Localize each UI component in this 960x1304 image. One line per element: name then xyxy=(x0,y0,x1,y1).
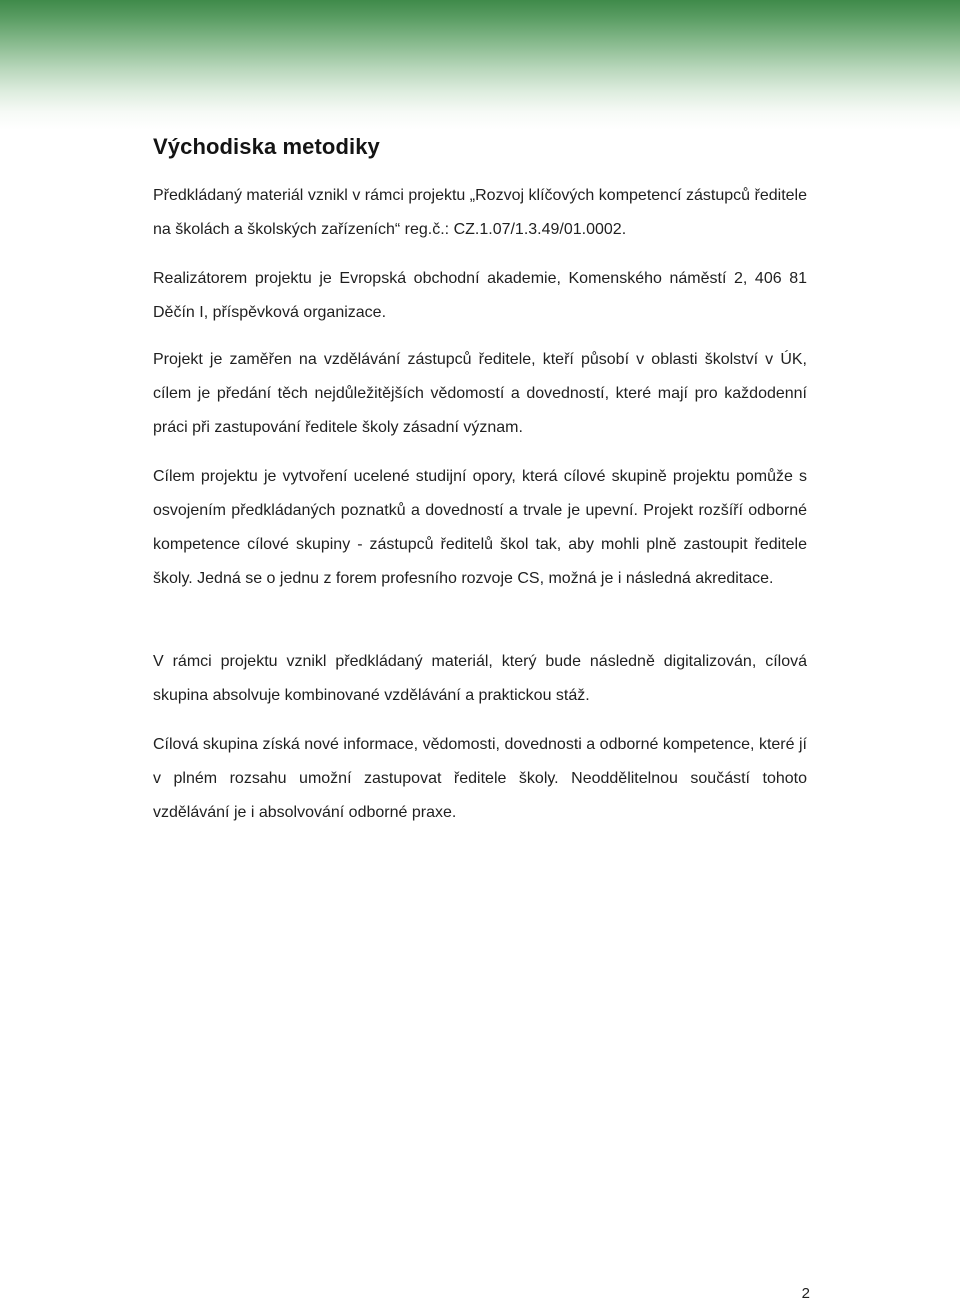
paragraph-implementer: Realizátorem projektu je Evropská obchodní akademie, Komenského náměstí 2, 406 81 Děčín I, příspěvková organizace. xyxy=(153,270,807,321)
header-gradient-band xyxy=(0,0,960,130)
paragraph-project-goal: Cílem projektu je vytvoření ucelené studijní opory, která cílové skupině projektu pomůže s osvojením předkládaných poznatků a dovedností a trvale je upevní. Projekt rozšíří odborné kompetence cílové skupiny - zástupců ředitelů škol tak, aby mohli plně zastoupit ředitele školy. Jedná se o jednu z forem profesního rozvoje CS, možná je i následná akreditace. xyxy=(153,468,807,587)
paragraph-target-group: Cílová skupina získá nové informace, vědomosti, dovednosti a odborné kompetence, které jí v plném rozsahu umožní zastupovat ředitele školy. Neoddělitelnou součástí tohoto vzdělávání je i absolvování odborné praxe. xyxy=(153,736,807,821)
paragraph-material: V rámci projektu vznikl předkládaný materiál, který bude následně digitalizován, cílová skupina absolvuje kombinované vzdělávání a praktickou stáž. xyxy=(153,653,807,704)
paragraph-project-focus: Projekt je zaměřen na vzdělávání zástupců ředitele, kteří působí v oblasti školství v ÚK, cílem je předání těch nejdůležitějších vědomostí a dovedností, které mají pro každodenní práci při zastupování ředitele školy zásadní význam. xyxy=(153,351,807,436)
page-number: 2 xyxy=(801,1285,810,1302)
document-body xyxy=(153,131,807,821)
page-title: Východiska metodiky xyxy=(153,134,380,159)
paragraph-project-origin: Předkládaný materiál vznikl v rámci projektu „Rozvoj klíčových kompetencí zástupců ředitele na školách a školských zařízeních“ reg.č.: CZ.1.07/1.3.49/01.0002. xyxy=(153,187,807,238)
